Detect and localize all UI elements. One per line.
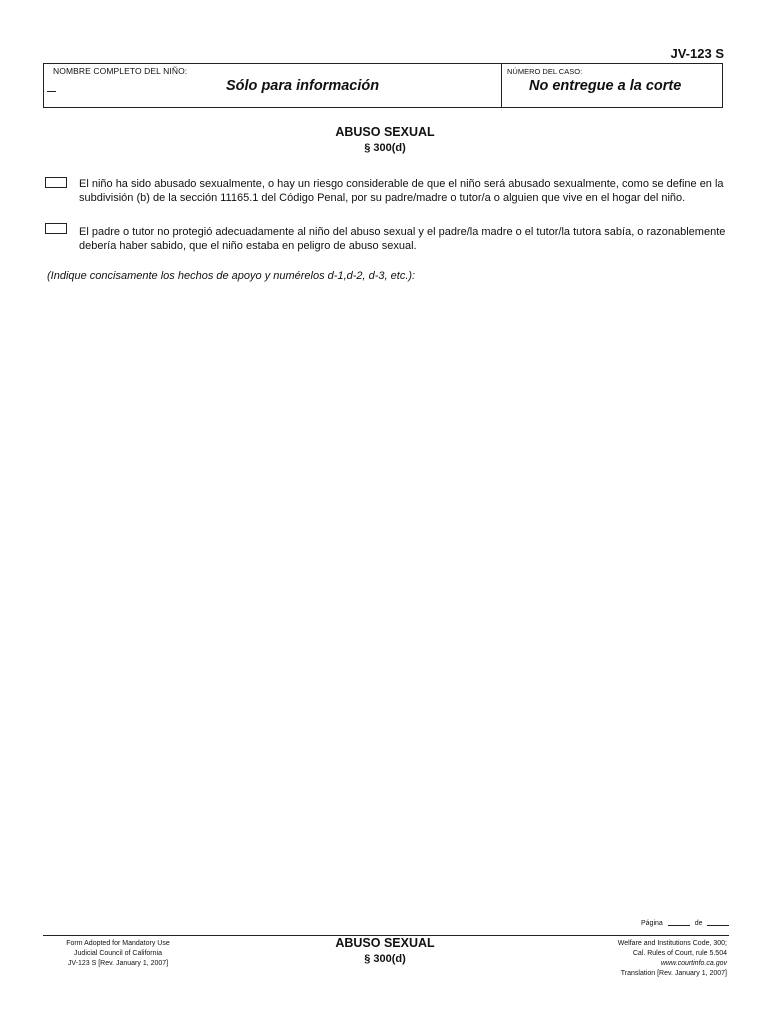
footer-right-line: Cal. Rules of Court, rule 5.504 <box>632 950 727 957</box>
info-only-note: Sólo para información <box>226 78 380 94</box>
footer-left-line: JV-123 S [Rev. January 1, 2007] <box>67 960 169 967</box>
case-number-label: NÚMERO DEL CASO: <box>507 67 583 76</box>
footer-right-line: Welfare and Institutions Code, 300; <box>617 940 727 947</box>
page-number-field[interactable] <box>668 925 690 926</box>
footer-right-line: Translation [Rev. January 1, 2007] <box>620 970 727 977</box>
checkbox-item-1[interactable] <box>45 177 67 188</box>
page-number-row <box>641 920 732 927</box>
item-1-text: El niño ha sido abusado sexualmente, o hay un riesgo considerable de que el niño será abusado sexualmente, como se define en la subdivisión (b) de la sección 11165.1 del Código Penal, por su padre/madre o tutor/a o alguien que vive en el hogar del niño. <box>79 178 724 204</box>
page-of-label: de <box>694 920 703 927</box>
footer-left-line: Form Adopted for Mandatory Use <box>66 940 170 947</box>
item-2-text: El padre o tutor no protegió adecuadamente al niño del abuso sexual y el padre/la madre o el tutor/la tutora sabía, o razonablemente debería haber sabido, que el niño estaba en peligro de abuso sexual. <box>79 226 726 252</box>
form-id: JV-123 S <box>670 46 724 61</box>
footer-right <box>527 939 727 979</box>
child-name-field[interactable] <box>47 91 56 92</box>
header-divider <box>501 64 502 107</box>
header-box <box>43 63 723 108</box>
section-title: ABUSO SEXUAL <box>335 125 435 139</box>
footer-website-link[interactable]: www.courtinfo.ca.gov <box>660 960 727 967</box>
page-total-field[interactable] <box>707 925 729 926</box>
checkbox-item-2[interactable] <box>45 223 67 234</box>
do-not-file-note: No entregue a la corte <box>529 78 682 94</box>
footer-title: ABUSO SEXUAL <box>335 936 435 950</box>
instruction-text: (Indique concisamente los hechos de apoyo y numérelos d-1,d-2, d-3, etc.): <box>47 270 416 282</box>
footer-left-line: Judicial Council of California <box>74 950 162 957</box>
section-subtitle: § 300(d) <box>364 142 406 154</box>
child-name-label: NOMBRE COMPLETO DEL NIÑO: <box>53 66 188 76</box>
page-label: Página <box>641 920 663 927</box>
footer-subtitle: § 300(d) <box>364 953 406 965</box>
